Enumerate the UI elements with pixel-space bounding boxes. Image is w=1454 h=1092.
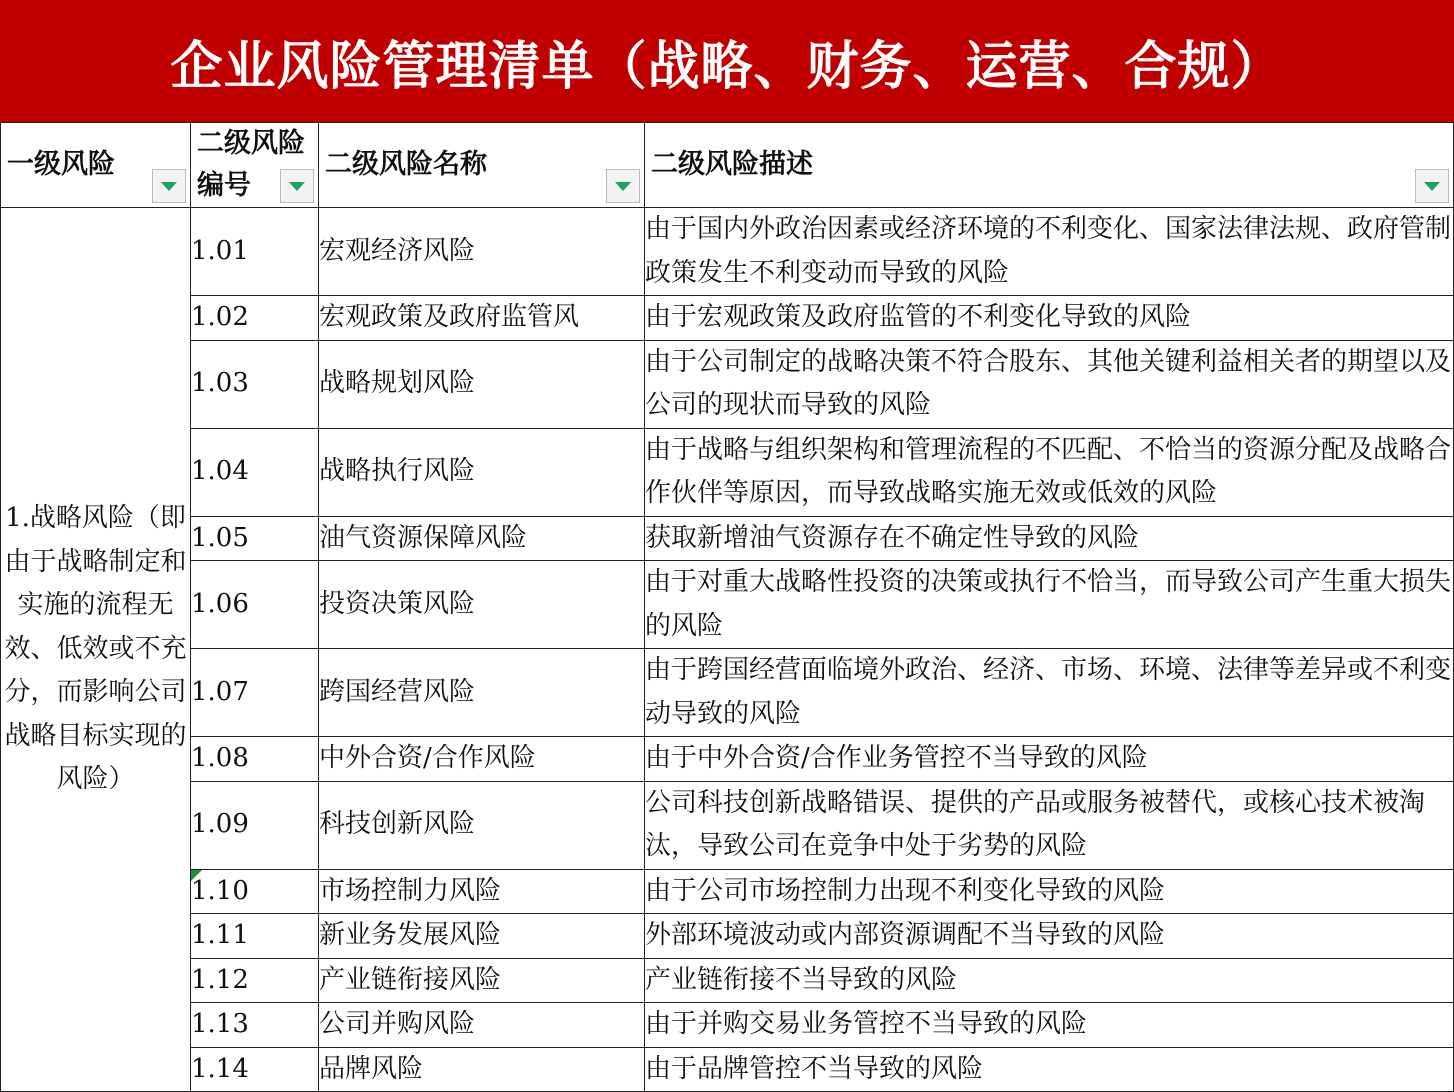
table-row[interactable] [1, 340, 1454, 428]
table-row[interactable] [1, 781, 1454, 869]
code-cell[interactable]: 1.11 [191, 914, 319, 959]
name-cell[interactable]: 中外合资/合作风险 [319, 737, 645, 782]
desc-cell[interactable]: 由于品牌管控不当导致的风险 [645, 1047, 1454, 1092]
name-cell[interactable]: 战略规划风险 [319, 340, 645, 428]
risk-table [0, 122, 1454, 1092]
desc-cell[interactable]: 由于公司制定的战略决策不符合股东、其他关键利益相关者的期望以及公司的现状而导致的风险 [645, 340, 1454, 428]
code-cell[interactable]: 1.12 [191, 958, 319, 1003]
table-row[interactable] [1, 737, 1454, 782]
name-cell[interactable]: 战略执行风险 [319, 428, 645, 516]
desc-cell[interactable]: 产业链衔接不当导致的风险 [645, 958, 1454, 1003]
header-code-line2: 编号 [197, 170, 251, 201]
table-row[interactable] [1, 208, 1454, 296]
desc-cell[interactable]: 由于跨国经营面临境外政治、经济、市场、环境、法律等差异或不利变动导致的风险 [645, 649, 1454, 737]
header-row [1, 123, 1454, 208]
dropdown-arrow-icon [160, 181, 178, 192]
code-cell[interactable]: 1.02 [191, 296, 319, 341]
code-cell[interactable]: 1.06 [191, 561, 319, 649]
name-cell[interactable]: 科技创新风险 [319, 781, 645, 869]
desc-cell[interactable]: 由于战略与组织架构和管理流程的不匹配、不恰当的资源分配及战略合作伙伴等原因，而导致战略实施无效或低效的风险 [645, 428, 1454, 516]
table-row[interactable] [1, 428, 1454, 516]
name-cell[interactable]: 品牌风险 [319, 1047, 645, 1092]
name-cell[interactable]: 产业链衔接风险 [319, 958, 645, 1003]
filter-dropdown-name[interactable] [606, 169, 640, 203]
table-row[interactable] [1, 649, 1454, 737]
dropdown-arrow-icon [1423, 181, 1441, 192]
name-cell[interactable]: 跨国经营风险 [319, 649, 645, 737]
filter-dropdown-code[interactable] [280, 169, 314, 203]
desc-cell[interactable]: 由于中外合资/合作业务管控不当导致的风险 [645, 737, 1454, 782]
table-row[interactable] [1, 296, 1454, 341]
header-name-label: 二级风险名称 [325, 149, 487, 180]
table-row[interactable] [1, 1047, 1454, 1092]
desc-cell[interactable]: 由于国内外政治因素或经济环境的不利变化、国家法律法规、政府管制政策发生不利变动而导致的风险 [645, 208, 1454, 296]
header-desc-label: 二级风险描述 [651, 149, 813, 180]
filter-dropdown-desc[interactable] [1415, 169, 1449, 203]
filter-dropdown-level1[interactable] [152, 169, 186, 203]
table-row[interactable] [1, 1003, 1454, 1048]
table-row[interactable] [1, 958, 1454, 1003]
desc-cell[interactable]: 由于公司市场控制力出现不利变化导致的风险 [645, 869, 1454, 914]
code-cell[interactable]: 1.13 [191, 1003, 319, 1048]
title-banner [0, 0, 1454, 122]
table-row[interactable] [1, 516, 1454, 561]
name-cell[interactable]: 新业务发展风险 [319, 914, 645, 959]
code-cell[interactable]: 1.04 [191, 428, 319, 516]
desc-cell[interactable]: 外部环境波动或内部资源调配不当导致的风险 [645, 914, 1454, 959]
header-code [191, 123, 319, 208]
name-cell[interactable]: 公司并购风险 [319, 1003, 645, 1048]
code-cell[interactable]: 1.07 [191, 649, 319, 737]
header-code-line1: 二级风险 [197, 128, 305, 159]
desc-cell[interactable]: 由于对重大战略性投资的决策或执行不恰当，而导致公司产生重大损失的风险 [645, 561, 1454, 649]
page-title: 企业风险管理清单（战略、财务、运营、合规） [170, 36, 1284, 97]
code-cell[interactable]: 1.05 [191, 516, 319, 561]
code-cell[interactable]: 1.09 [191, 781, 319, 869]
name-cell[interactable]: 投资决策风险 [319, 561, 645, 649]
code-cell[interactable]: 1.14 [191, 1047, 319, 1092]
table-row[interactable] [1, 869, 1454, 914]
desc-cell[interactable]: 由于宏观政策及政府监管的不利变化导致的风险 [645, 296, 1454, 341]
level1-cell[interactable]: 1.战略风险（即由于战略制定和实施的流程无效、低效或不充分，而影响公司战略目标实现的风险） [1, 208, 191, 1092]
header-level1 [1, 123, 191, 208]
name-cell[interactable]: 宏观经济风险 [319, 208, 645, 296]
header-level1-label: 一级风险 [7, 149, 115, 180]
code-cell[interactable]: 1.01 [191, 208, 319, 296]
table-row[interactable] [1, 561, 1454, 649]
code-cell[interactable]: 1.08 [191, 737, 319, 782]
name-cell[interactable]: 油气资源保障风险 [319, 516, 645, 561]
table-row[interactable] [1, 914, 1454, 959]
name-cell[interactable]: 宏观政策及政府监管风 [319, 296, 645, 341]
desc-cell[interactable]: 公司科技创新战略错误、提供的产品或服务被替代，或核心技术被淘汰，导致公司在竞争中处于劣势的风险 [645, 781, 1454, 869]
header-name [319, 123, 645, 208]
name-cell[interactable]: 市场控制力风险 [319, 869, 645, 914]
code-cell[interactable]: 1.03 [191, 340, 319, 428]
header-desc [645, 123, 1454, 208]
desc-cell[interactable]: 由于并购交易业务管控不当导致的风险 [645, 1003, 1454, 1048]
dropdown-arrow-icon [288, 181, 306, 192]
code-cell[interactable]: 1.10 [191, 869, 319, 914]
dropdown-arrow-icon [614, 181, 632, 192]
desc-cell[interactable]: 获取新增油气资源存在不确定性导致的风险 [645, 516, 1454, 561]
